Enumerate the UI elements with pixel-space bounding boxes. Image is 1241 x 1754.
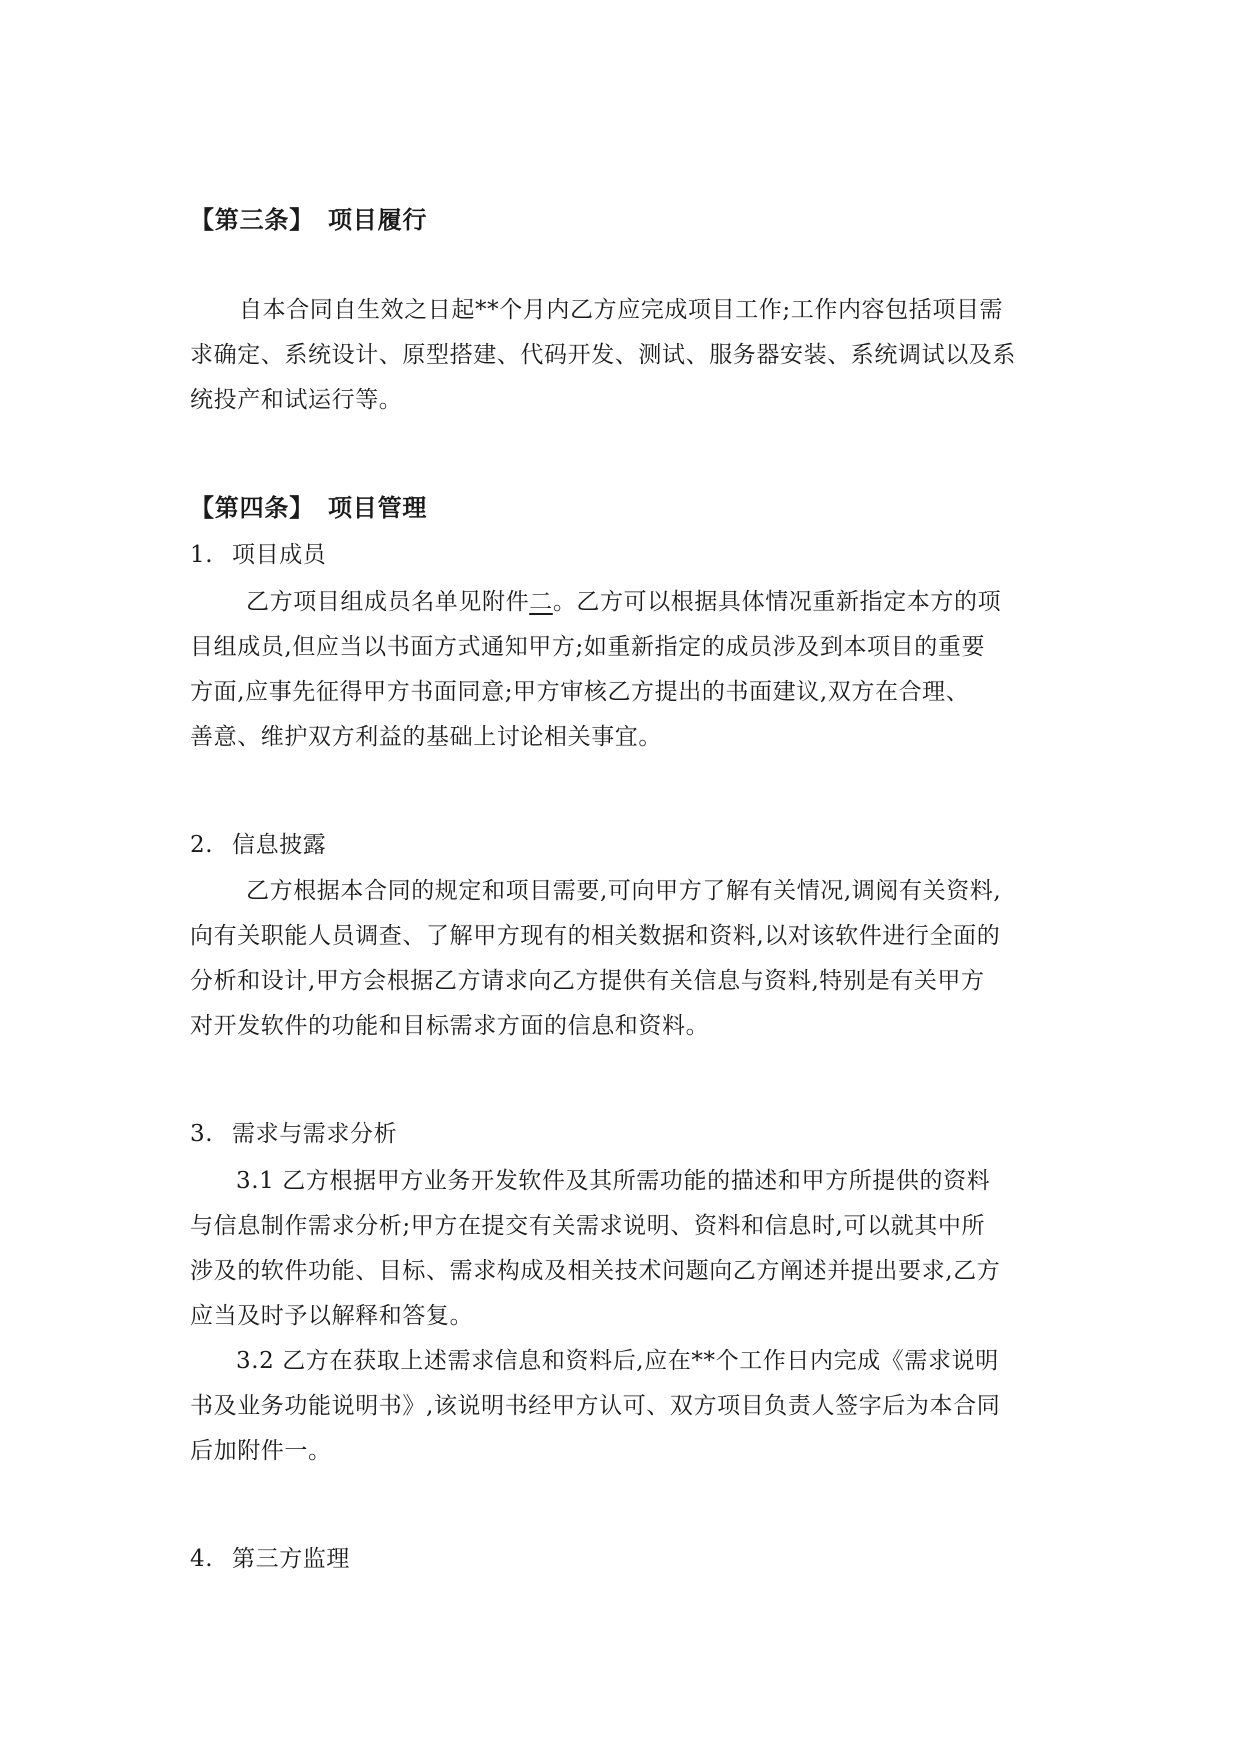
paragraph-line: 书及业务功能说明书》,该说明书经甲方认可、双方项目负责人签字后为本合同 <box>190 1393 1001 1419</box>
section-number: 3. <box>190 1121 214 1147</box>
section-title: 项目成员 <box>232 542 327 568</box>
paragraph-line: 乙方项目组成员名单见附件二。乙方可以根据具体情况重新指定本方的项 <box>246 589 1002 615</box>
paragraph-line: 与信息制作需求分析;甲方在提交有关需求说明、资料和信息时,可以就其中所 <box>190 1213 986 1239</box>
paragraph-line: 涉及的软件功能、目标、需求构成及相关技术问题向乙方阐述并提出要求,乙方 <box>190 1258 1001 1284</box>
section-number: 4. <box>190 1546 214 1572</box>
annex-reference: 二 <box>529 589 553 615</box>
paragraph-line: 向有关职能人员调查、了解甲方现有的相关数据和资料,以对该软件进行全面的 <box>190 923 1001 949</box>
section-title: 信息披露 <box>232 832 327 858</box>
section-4-heading <box>190 1544 350 1574</box>
paragraph-line: 3.1 乙方根据甲方业务开发软件及其所需功能的描述和甲方所提供的资料 <box>236 1168 991 1194</box>
section-1-heading <box>190 540 326 570</box>
article-4-heading <box>190 493 427 523</box>
paragraph-line: 自本合同自生效之日起**个月内乙方应完成项目工作;工作内容包括项目需 <box>239 297 1004 323</box>
paragraph-line: 3.2 乙方在获取上述需求信息和资料后,应在**个工作日内完成《需求说明 <box>236 1348 999 1374</box>
paragraph-line: 善意、维护双方利益的基础上讨论相关事宜。 <box>190 724 662 750</box>
paragraph-line: 求确定、系统设计、原型搭建、代码开发、测试、服务器安装、系统调试以及系 <box>190 342 1016 368</box>
paragraph-line: 分析和设计,甲方会根据乙方请求向乙方提供有关信息与资料,特别是有关甲方 <box>190 968 985 994</box>
paragraph-line: 对开发软件的功能和目标需求方面的信息和资料。 <box>190 1013 710 1039</box>
section-2-heading <box>190 830 326 860</box>
paragraph-line: 方面,应事先征得甲方书面同意;甲方审核乙方提出的书面建议,双方在合理、 <box>190 679 970 705</box>
section-title: 第三方监理 <box>232 1546 350 1572</box>
paragraph-line: 乙方根据本合同的规定和项目需要,可向甲方了解有关情况,调阅有关资料, <box>246 878 1002 904</box>
paragraph-line: 后加附件一。 <box>190 1438 332 1464</box>
article-3-title: 项目履行 <box>328 205 428 234</box>
paragraph-line: 应当及时予以解释和答复。 <box>190 1303 474 1329</box>
section-title: 需求与需求分析 <box>232 1121 398 1147</box>
article-4-title: 项目管理 <box>328 493 428 522</box>
article-3-number: 【第三条】 <box>190 205 314 234</box>
article-3-heading <box>190 205 427 235</box>
section-3-heading <box>190 1119 397 1149</box>
section-number: 2. <box>190 832 214 858</box>
section-number: 1. <box>190 542 214 568</box>
paragraph-line: 统投产和试运行等。 <box>190 387 403 413</box>
article-4-number: 【第四条】 <box>190 493 314 522</box>
paragraph-line: 目组成员,但应当以书面方式通知甲方;如重新指定的成员涉及到本项目的重要 <box>190 634 986 660</box>
